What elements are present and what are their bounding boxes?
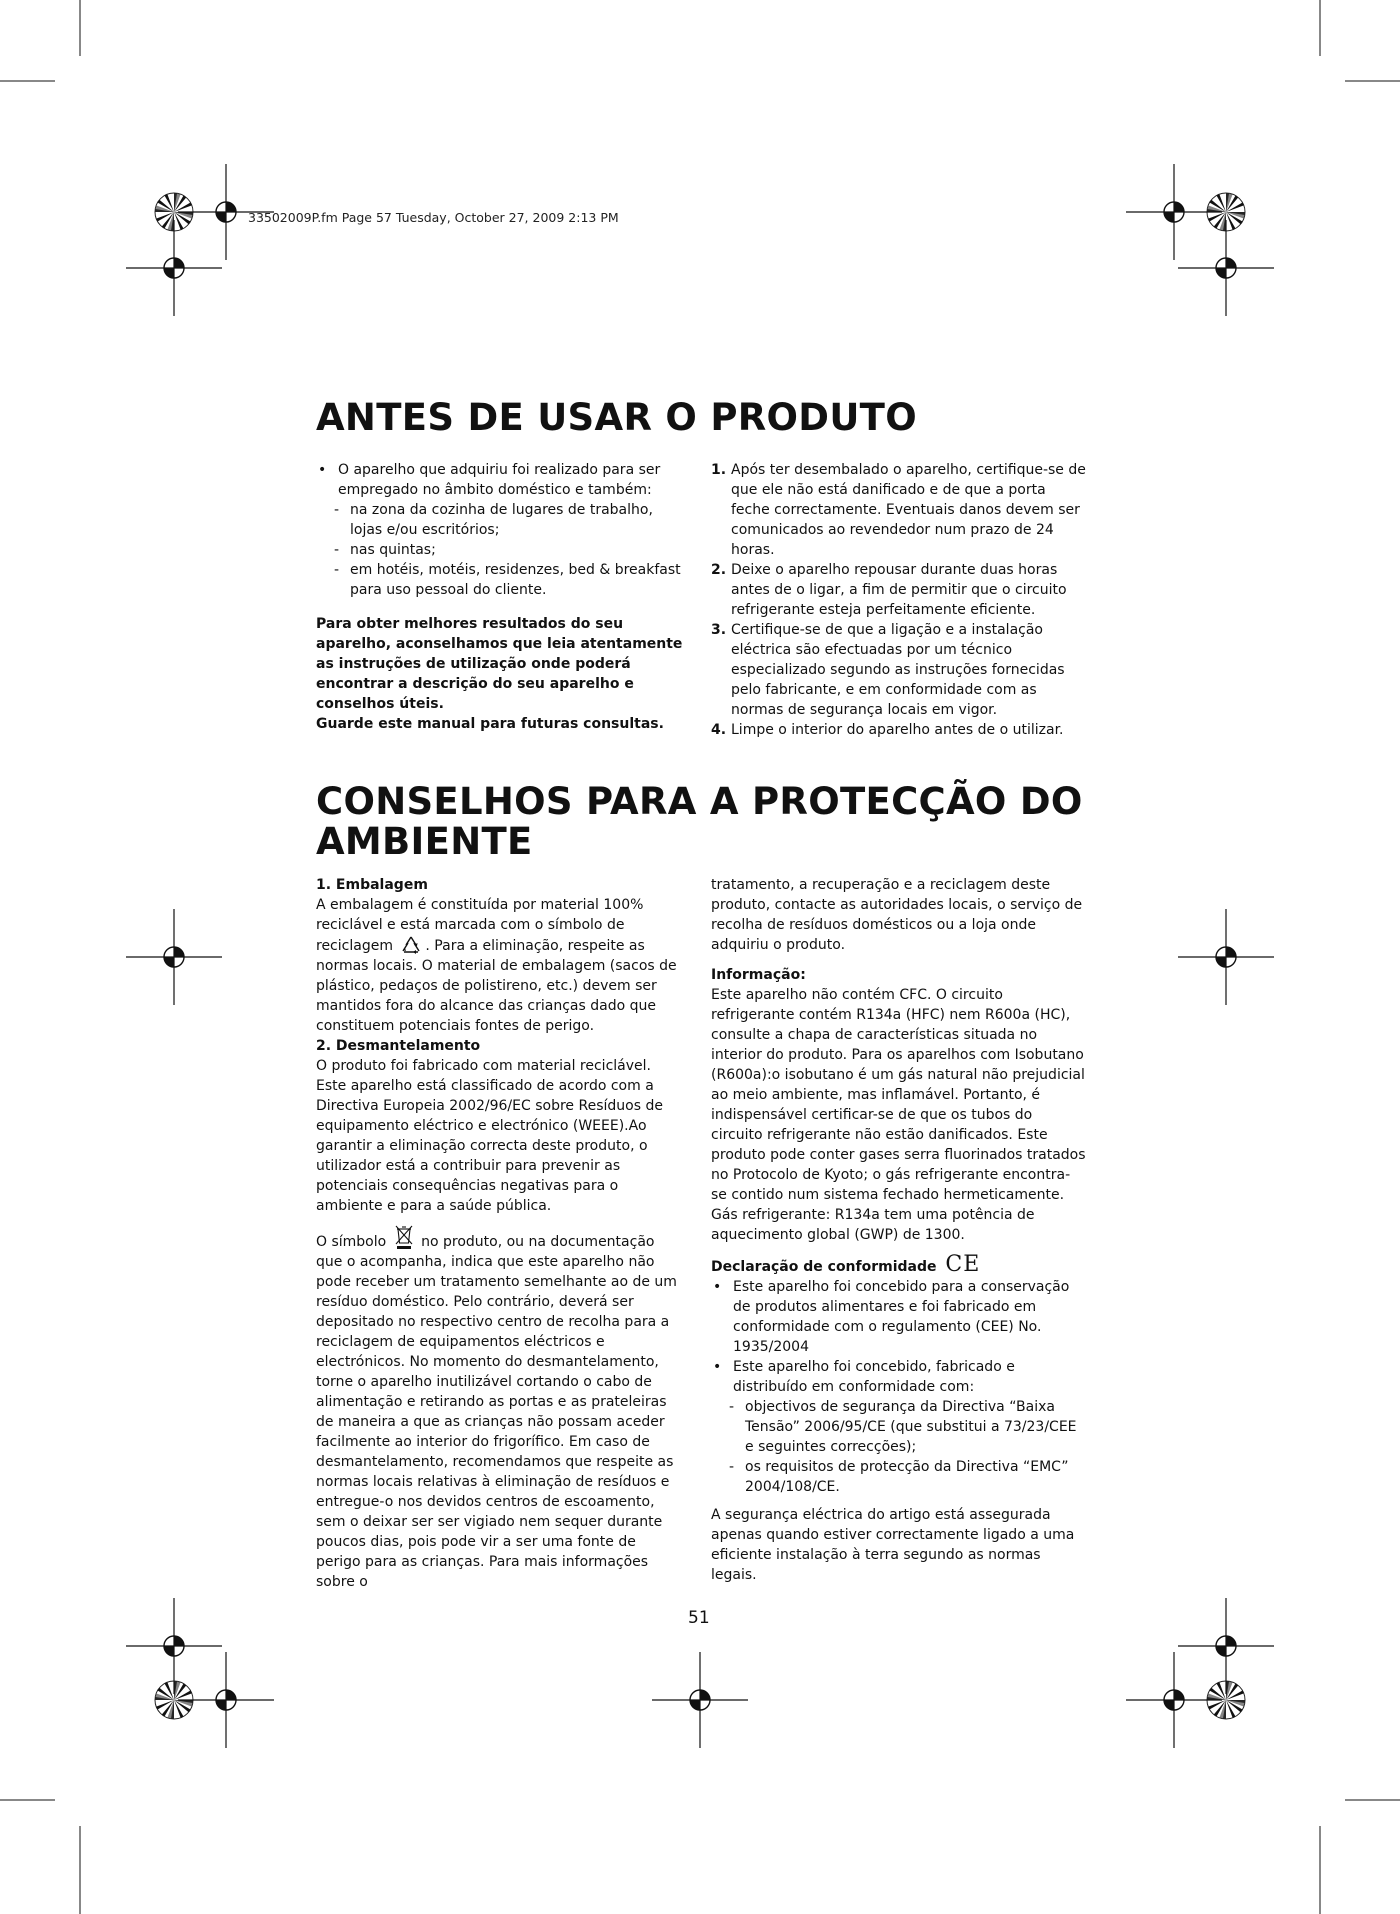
section1-title: ANTES DE USAR O PRODUTO [316,396,917,439]
list-item: • O aparelho que adquiriu foi realizado para ser empregado no âmbito doméstico e também: [318,462,661,498]
section2-title: CONSELHOS PARA A PROTECÇÃO DO AMBIENTE [316,780,1083,863]
list-item: - objectivos de segurança da Directiva “Baixa Tensão” 2006/95/CE (que substitui a 73/23/CEE e seguintes correcções); [729,1399,1077,1455]
packaging-text: A embalagem é constituída por material 100% reciclável e está marcada com o símbolo de reciclagem . Para a eliminação, respeite as normas locais. O material de embalagem (sacos de plástico, pedaços de polistireno, etc.) devem ser mantidos fora do alcance das crianças dado que constituem potenciais fontes de perigo. [316,897,677,1034]
electrical-safety-text: A segurança eléctrica do artigo está assegurada apenas quando estiver correctamente ligado a uma eficiente instalação à terra segundo as normas legais. [711,1507,1075,1583]
weee-bin-icon [394,1224,414,1250]
section2-left-column [316,875,684,1592]
packaging-heading: 1. Embalagem [316,877,428,893]
list-item: 4. Limpe o interior do aparelho antes de o utilizar. [711,722,1064,738]
ce-mark-icon: CE [945,1252,981,1277]
keep-manual-text: Guarde este manual para futuras consultas. [316,716,664,732]
list-item: - em hotéis, motéis, residenzes, bed & breakfast para uso pessoal do cliente. [334,562,681,598]
list-item: 3. Certifique-se de que a ligação e a instalação eléctrica são efectuadas por um técnico especializado segundo as instruções fornecidas pelo fabricante, e em conformidade com as normas de segurança locais em vigor. [711,622,1065,718]
list-item: • Este aparelho foi concebido, fabricado e distribuído em conformidade com: [713,1359,1015,1395]
list-item: 2. Deixe o aparelho repousar durante duas horas antes de o ligar, a fim de permitir que o circuito refrigerante esteja perfeitamente eficiente. [711,562,1067,618]
advice-text: Para obter melhores resultados do seu aparelho, aconselhamos que leia atentamente as instruções de utilização onde poderá encontrar a descrição do seu aparelho e conselhos úteis. [316,616,683,712]
info-text: Este aparelho não contém CFC. O circuito refrigerante contém R134a (HFC) nem R600a (HC), consulte a chapa de características situada no interior do produto. Para os aparelhos com Isobutano (R600a):o isobutano é um gás natural não prejudicial ao meio ambiente, mas inflamável. Portanto, é indispensável certificar-se de que os tubos do circuito refrigerante não estão danificados. Este produto pode conter gases serra fluorinados tratados no Protocolo de Kyoto; o gás refrigerante encontra-se contido num sistema fechado hermeticamente. Gás refrigerante: R134a tem uma potência de aquecimento global (GWP) de 1300. [711,987,1086,1243]
page-number: 51 [688,1608,710,1628]
bullet-icon: • [318,462,327,478]
section1-left-column [316,460,684,734]
list-item: - os requisitos de protecção da Directiva “EMC” 2004/108/CE. [729,1459,1069,1495]
file-slug: 33502009P.fm Page 57 Tuesday, October 27, 2009 2:13 PM [248,210,619,225]
list-item: - na zona da cozinha de lugares de trabalho, lojas e/ou escritórios; [334,502,653,538]
list-item: - nas quintas; [334,542,436,558]
list-item: • Este aparelho foi concebido para a conservação de produtos alimentares e foi fabricado em conformidade com o regulamento (CEE) No. 1935/2004 [713,1279,1070,1355]
conformity-heading: Declaração de conformidade CE [711,1252,981,1277]
bullet-icon: • [713,1359,722,1375]
info-heading: Informação: [711,967,806,983]
dismantling-text: O produto foi fabricado com material reciclável. Este aparelho está classificado de acordo com a Directiva Europeia 2002/96/EC sobre Resíduos de equipamento eléctrico e electrónico (WEEE).Ao garantir a eliminação correcta deste produto, o utilizador está a contribuir para prevenir as potenciais consequências negativas para o ambiente e para a saúde pública. [316,1058,663,1214]
section1-right-column [711,460,1086,740]
weee-symbol-text: O símbolo no produto, ou na documentação que o acompanha, indica que este aparelho não pode receber um tratamento semelhante ao de um resíduo doméstico. Pelo contrário, deverá ser depositado no respectivo centro de recolha para a reciclagem de equipamentos eléctricos e electrónicos. No momento do desmantelamento, torne o aparelho inutilizável cortando o cabo de alimentação e retirando as portas e as prateleiras de maneira a que as crianças não possam aceder facilmente ao interior do frigorífico. Em caso de desmantelamento, recomendamos que respeite as normas locais relativas à eliminação de resíduos e entregue-o nos devidos centros de escoamento, sem o deixar ser ser vigiado nem sequer durante poucos dias, pois pode vir a ser uma fonte de perigo para as crianças. Para mais informações sobre o [316,1224,684,1592]
list-item: 1. Após ter desembalado o aparelho, certifique-se de que ele não está danificado e de que a porta feche correctamente. Eventuais danos devem ser comunicados ao revendedor num prazo de 24 horas. [711,462,1086,558]
bullet-icon: • [713,1279,722,1295]
recycle-icon [400,935,422,955]
dismantling-heading: 2. Desmantelamento [316,1038,481,1054]
section2-right-column [711,875,1086,1585]
recycling-continued-text: tratamento, a recuperação e a reciclagem deste produto, contacte as autoridades locais, o serviço de recolha de resíduos domésticos ou a loja onde adquiriu o produto. [711,877,1083,953]
